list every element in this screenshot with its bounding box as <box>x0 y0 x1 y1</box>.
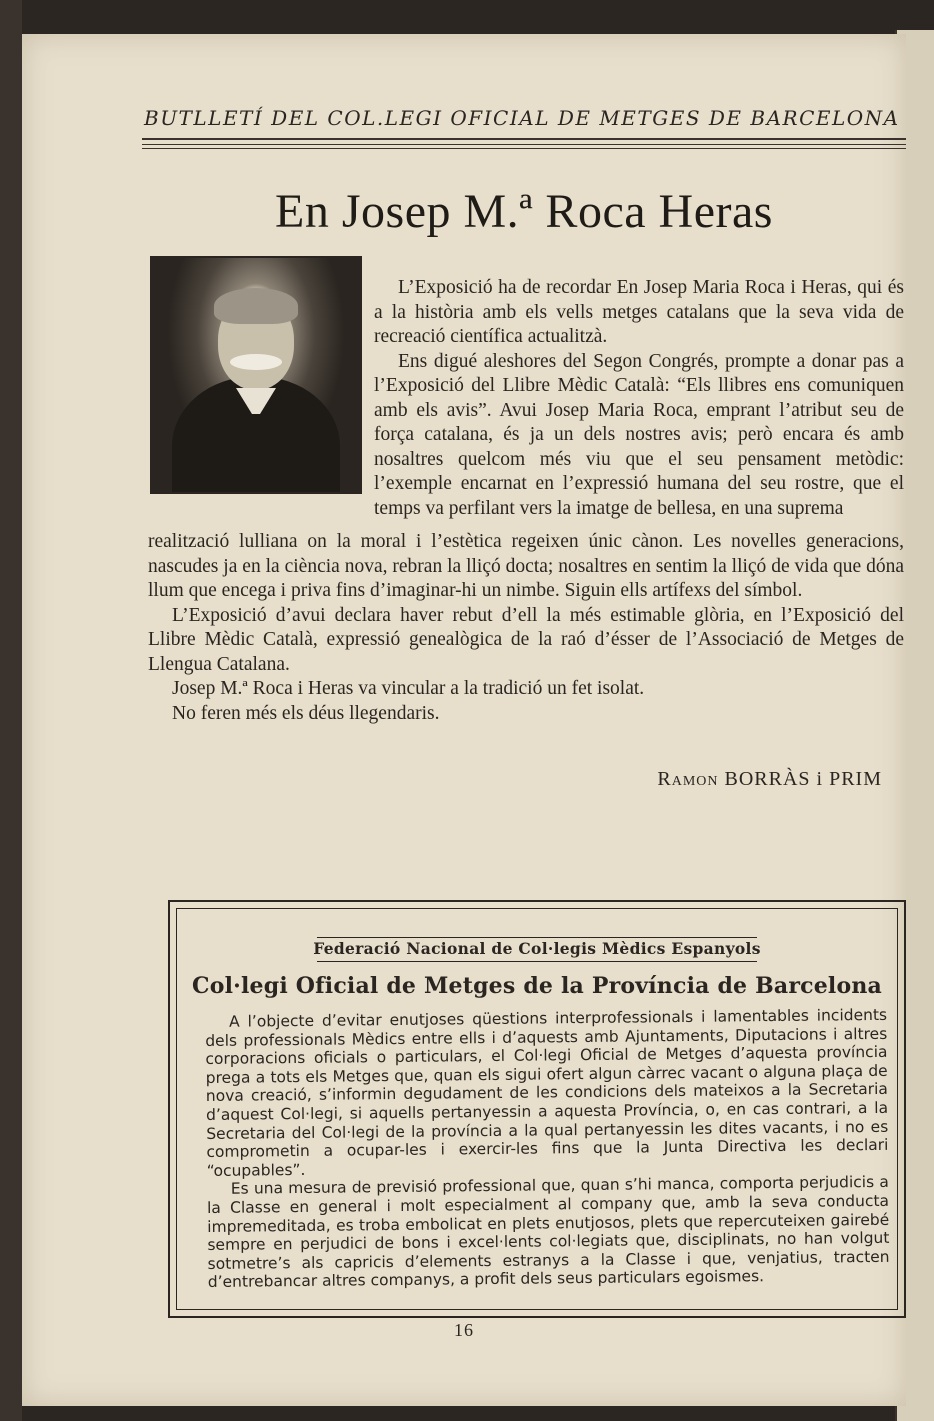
book-page <box>22 34 906 1406</box>
header-rule <box>142 148 906 149</box>
header-rule <box>142 138 906 140</box>
notice-inner-frame <box>176 908 898 1310</box>
article-paragraph: L’Exposició ha de recordar En Josep Maria Roca i Heras, qui és a la història amb els vells metges catalans que la seva vida de recreació científica actualitzà. <box>374 277 904 347</box>
header-rule <box>142 144 906 145</box>
notice-text <box>205 1006 890 1292</box>
article-paragraph: No feren més els déus llegendaris. <box>172 702 440 724</box>
article-paragraph: Ens digué aleshores del Segon Congrés, prompte a donar pas a l’Exposició del Llibre Mèdic Català: “Els llibres ens comuniquen amb els avis”. Avui Josep Maria Roca, emprant l’atribut seu de força catalana, és ja un dels nostres avis; però encara és amb nosaltres quelcom més viu que el seu pensament metòdic: l’exemple encarnat en l’expressió humana del seu rostre, que el temps va perfilant vers la imatge de bellesa, en una suprema <box>374 350 904 519</box>
federation-rule <box>317 937 757 938</box>
page-number: 16 <box>454 1320 474 1340</box>
portrait-photo <box>150 256 362 494</box>
college-title: Col·legi Oficial de Metges de la Província de Barcelona <box>191 973 882 999</box>
article-body <box>148 530 904 726</box>
running-header: BUTLLETÍ DEL COL.LEGI OFICIAL DE METGES DE BARCELONA <box>144 106 900 130</box>
federation-title: Federació Nacional de Col·legis Mèdics Espanyols <box>313 939 761 958</box>
article-paragraph: realització lulliana on la moral i l’estètica regeixen únic cànon. Les novelles generacions, nascudes ja en la ciència nova, rebran la lliçó docta; nosaltres en sentim la lliçó de vida que dóna llum que encega i priva fins d’imaginar-hi un nimbe. Siguin ells artífexs del símbol. <box>148 531 904 601</box>
author-signature <box>502 768 882 791</box>
author-first-name: Ramon <box>657 768 719 790</box>
article-title: En Josep M.ª Roca Heras <box>275 185 773 238</box>
article-intro-column <box>374 276 904 521</box>
notice-paragraph: Es una mesura de previsió professional que, quan s’hi manca, comporta perjudicis a la Classe en general i molt especialment al company que, amb la seva conducta impremeditada, es troba embolicat en plets enutjosos, plets que repercuteixen gairebé sempre en perjudici de bons i excel·lents col·legiats que, disciplinats, no han volgut sotmetre’s als capricis d’elements estranys a la Classe i que, venjatius, tracten d’entrebancar altres companys, a profit dels seus particulars egoismes. <box>206 1173 890 1292</box>
federation-rule <box>317 961 757 962</box>
article-paragraph: L’Exposició d’avui declara haver rebut d’ell la més estimable glòria, en l’Exposició del Llibre Mèdic Català, expressió genealògica de la raó d’ésser de l’Associació de Metges de Llengua Catalana. <box>148 604 904 675</box>
scan-background-left <box>0 0 22 1421</box>
notice-paragraph: A l’objecte d’evitar enutjoses qüestions interprofessionals i lamentables incidents dels professionals Mèdics entre ells i d’aquests amb Ajuntaments, Diputacions i altres corporacions oficials o particulars, el Col·legi Oficial de Metges d’aquesta província prega a tots els Metges que, quan els sigui ofert algun càrrec vacant o alguna plaça de nova creació, s’informin degudament de les condicions dels mateixos a la Secretaria d’aquest Col·legi, si aquells pertanyessin a aquesta Província, o, en cas contrari, a la Secretaria del Col·legi de la província a la qual pertanyessin les dites vacants, i no es comprometin a ocupar-les i exercir-les fins que la Junta Directiva les declari “ocupables”. <box>205 1005 889 1180</box>
notice-box <box>168 900 906 1318</box>
article-paragraph: Josep M.ª Roca i Heras va vincular a la tradició un fet isolat. <box>172 678 645 699</box>
author-surname: BORRÀS i PRIM <box>724 768 882 790</box>
